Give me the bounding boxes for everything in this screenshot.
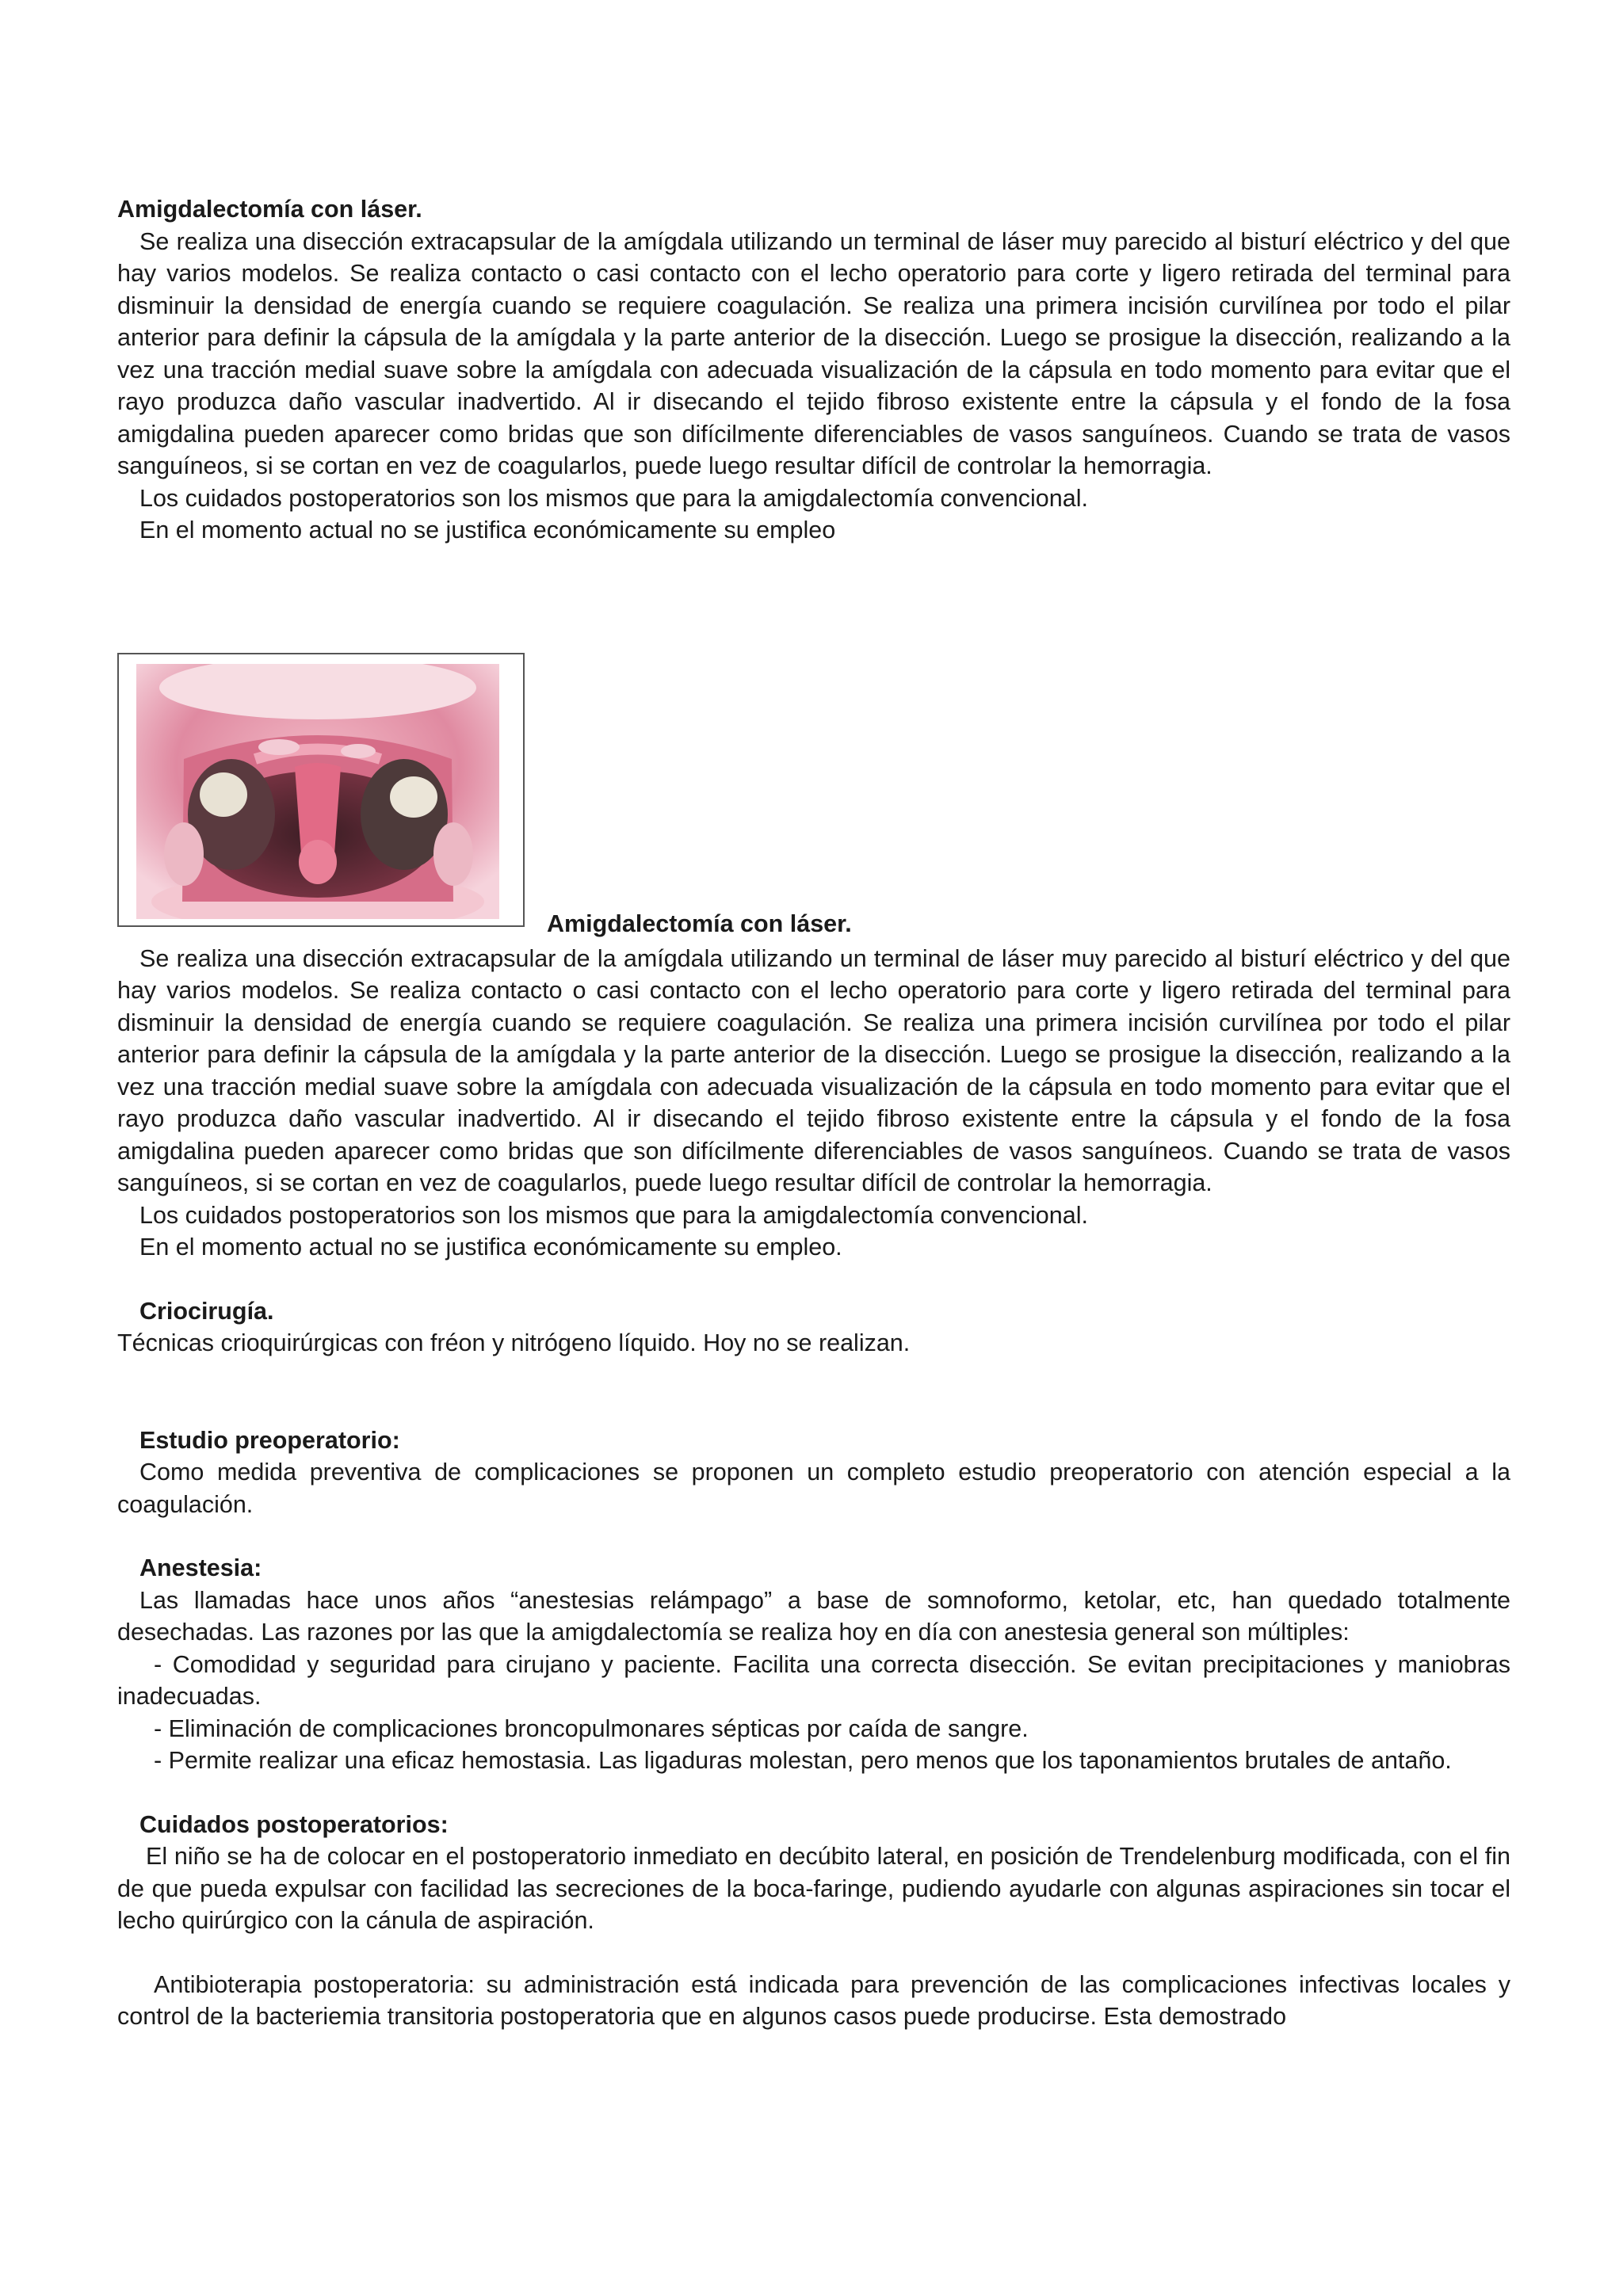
body-line: Los cuidados postoperatorios son los mismos que para la amigdalectomía convencional. xyxy=(139,1201,1088,1229)
body-paragraph: El niño se ha de colocar en el postoperatorio inmediato en decúbito lateral, en posición de Trendelenburg modificada, con el fin de que pueda expulsar con facilidad las secreciones de la boca-faringe, pudiendo ayudarle con algunas aspiraciones sin tocar el lecho quirúrgico con la cánula de aspiración. xyxy=(117,1843,1510,1934)
document-page xyxy=(117,193,1510,2033)
body-paragraph: Se realiza una disección extracapsular de la amígdala utilizando un terminal de láser muy parecido al bisturí eléctrico y del que hay varios modelos. Se realiza contacto o casi contacto con el lecho operatorio para corte y ligero retirada del terminal para disminuir la densidad de energía cuando se requiere coagulación. Se realiza una primera incisión curvilínea por todo el pilar anterior para definir la cápsula de la amígdala y la parte anterior de la disección. Luego se prosigue la disección, realizando a la vez una tracción medial suave sobre la amígdala con adecuada visualización de la cápsula en todo momento para evitar que el rayo produzca daño vascular inadvertido. Al ir disecando el tejido fibroso existente entre la cápsula y el fondo de la fosa amigdalina pueden aparecer como bridas que son difícilmente diferenciables de vasos sanguíneos. Cuando se trata de vasos sanguíneos, si se cortan en vez de coagularlos, puede luego resultar difícil de controlar la hemorragia. xyxy=(117,944,1510,1196)
body-line: En el momento actual no se justifica económicamente su empleo. xyxy=(139,1234,842,1261)
section-heading: Criocirugía. xyxy=(139,1297,274,1325)
body-line: En el momento actual no se justifica económicamente su empleo xyxy=(139,517,836,543)
body-paragraph: Se realiza una disección extracapsular de la amígdala utilizando un terminal de láser muy parecido al bisturí eléctrico y del que hay varios modelos. Se realiza contacto o casi contacto con el lecho operatorio para corte y ligero retirada del terminal para disminuir la densidad de energía cuando se requiere coagulación. Se realiza una primera incisión curvilínea por todo el pilar anterior para definir la cápsula de la amígdala y la parte anterior de la disección. Luego se prosigue la disección, realizando a la vez una tracción medial suave sobre la amígdala con adecuada visualización de la cápsula en todo momento para evitar que el rayo produzca daño vascular inadvertido. Al ir disecando el tejido fibroso existente entre la cápsula y el fondo de la fosa amigdalina pueden aparecer como bridas que son difícilmente diferenciables de vasos sanguíneos. Cuando se trata de vasos sanguíneos, si se cortan en vez de coagularlos, puede luego resultar difícil de controlar la hemorragia. xyxy=(117,227,1510,479)
body-paragraph: Antibioterapia postoperatoria: su administración está indicada para prevención de las complicaciones infectivas locales y control de la bacteriemia transitoria postoperatoria que en algunos casos puede producirse. Esta demostrado xyxy=(117,1970,1510,2030)
body-paragraph: Como medida preventiva de complicaciones se proponen un completo estudio preoperatorio con atención especial a la coagulación. xyxy=(117,1459,1510,1518)
section-heading: Amigdalectomía con láser. xyxy=(117,196,422,223)
list-item: - Eliminación de complicaciones broncopulmonares sépticas por caída de sangre. xyxy=(154,1714,1029,1742)
tonsil-photo xyxy=(117,653,525,927)
body-line: Técnicas crioquirúrgicas con fréon y nitrógeno líquido. Hoy no se realizan. xyxy=(117,1329,911,1356)
figure-caption: Amigdalectomía con láser. xyxy=(547,910,852,937)
section-heading: Anestesia: xyxy=(139,1554,262,1581)
body-line: Los cuidados postoperatorios son los mismos que para la amigdalectomía convencional. xyxy=(139,484,1088,512)
body-paragraph: Las llamadas hace unos años “anestesias relámpago” a base de somnoformo, ketolar, etc, han quedado totalmente desechadas. Las razones por las que la amigdalectomía se realiza hoy en día con anestesia general son múltiples: xyxy=(117,1586,1510,1646)
section-heading: Cuidados postoperatorios: xyxy=(139,1810,449,1838)
list-item: - Comodidad y seguridad para cirujano y paciente. Facilita una correcta disección. Se evitan precipitaciones y maniobras inadecuadas. xyxy=(117,1650,1510,1710)
throat-illustration xyxy=(136,664,499,919)
list-item: - Permite realizar una eficaz hemostasia. Las ligaduras molestan, pero menos que los taponamientos brutales de antaño. xyxy=(154,1747,1452,1774)
section-heading: Estudio preoperatorio: xyxy=(139,1426,400,1454)
figure-row xyxy=(117,653,1510,943)
